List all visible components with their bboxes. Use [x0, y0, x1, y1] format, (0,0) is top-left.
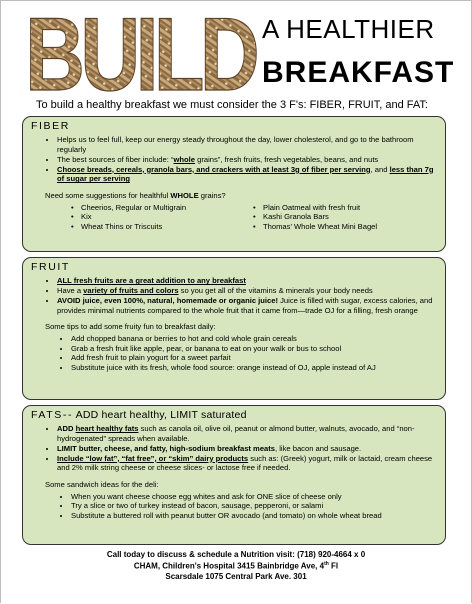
fats-title: FATS-- ADD heart healthy, LIMIT saturated: [31, 409, 247, 421]
fats-section: [22, 405, 446, 545]
fruit-title: FRUIT: [31, 261, 70, 273]
list-item: • Include “low fat”, “fat free”, or “skim” dairy products such as: (Greek) yogurt, milk or lactaid, cream cheese and 2% milk string cheese or cheese slices- or lactose free if needed.: [57, 454, 435, 473]
fruit-bullets: [31, 276, 435, 315]
fats-bullets: [31, 424, 435, 473]
svg-text:BUILD: BUILD: [25, 4, 257, 98]
list-item: • Add chopped banana or berries to hot and cold whole grain cereals: [71, 334, 435, 344]
list-item: • Substitute juice with its fresh, whole food source: orange instead of OJ, apple instead of AJ: [71, 363, 435, 373]
list-item: • LIMIT butter, cheese, and fatty, high-sodium breakfast meats, like bacon and sausage.: [57, 444, 435, 454]
list-item: • Kix: [71, 212, 253, 222]
list-item: • Substitute a buttered roll with peanut butter OR avocado (and tomato) on whole wheat bread: [71, 511, 435, 521]
list-item: • The best sources of fiber include: “whole grains”, fresh fruits, fresh vegetables, beans, and nuts: [57, 155, 435, 165]
deli-ideas-title: Some sandwich ideas for the deli:: [45, 480, 159, 490]
grains-question: Need some suggestions for healthful WHOLE grains?: [45, 191, 226, 201]
intro-text: To build a healthy breakfast we must consider the 3 F's: FIBER, FRUIT, and FAT:: [36, 99, 428, 111]
list-item: • Thomas’ Whole Wheat Mini Bagel: [253, 222, 435, 232]
grains-list: [31, 203, 435, 232]
list-item: • Wheat Thins or Triscuits: [71, 222, 253, 232]
fruit-tips: [31, 334, 435, 373]
list-item: • ALL fresh fruits are a great addition to any breakfast: [57, 276, 435, 286]
list-item: • AVOID juice, even 100%, natural, homemade or organic juice! Juice is filled with sugar, excess calories, and provides minimal nutrients compared to the whole fruit that it came from—trade OJ for a filling, fresh orange: [57, 296, 435, 315]
list-item: • Helps us to feel full, keep our energy steady throughout the day, lower cholesterol, and go to the bathroom regularly: [57, 135, 435, 154]
list-item: • Grab a fresh fruit like apple, pear, or banana to eat on your walk or bus to school: [71, 344, 435, 354]
build-logo: [22, 4, 258, 98]
footer-contact: [0, 550, 472, 583]
list-item: • Kashi Granola Bars: [253, 212, 435, 222]
list-item: • Have a variety of fruits and colors so you get all of the vitamins & minerals your body needs: [57, 286, 435, 296]
list-item: • When you want cheese choose egg whites and ask for ONE slice of cheese only: [71, 492, 435, 502]
fiber-section: [22, 116, 446, 252]
fiber-title: FIBER: [31, 120, 70, 132]
list-item: • Try a slice or two of turkey instead of bacon, sausage, pepperoni, or salami: [71, 501, 435, 511]
fruit-tips-title: Some tips to add some fruity fun to breakfast daily:: [45, 322, 216, 332]
deli-ideas: [31, 492, 435, 521]
fiber-bullets: [31, 135, 435, 184]
footer-address-2: Scarsdale 1075 Central Park Ave. 301: [165, 572, 307, 582]
header-title-line1: A HEALTHIER: [262, 14, 435, 44]
list-item: • Add fresh fruit to plain yogurt for a sweet parfait: [71, 353, 435, 363]
header-title-line2: BREAKFAST: [262, 56, 455, 89]
footer-phone: Call today to discuss & schedule a Nutrition visit: (718) 920-4664 x 0: [106, 550, 366, 559]
footer-address: CHAM, Children's Hospital 3415 Bainbridge Ave, 4th Fl: [133, 560, 339, 571]
list-item: • Plain Oatmeal with fresh fruit: [253, 203, 435, 213]
list-item: • Choose breads, cereals, granola bars, and crackers with at least 3g of fiber per serving, and less than 7g of sugar per serving: [57, 165, 435, 184]
list-item: • ADD heart healthy fats such as canola oil, olive oil, peanut or almond butter, walnuts, avocado, and “non-hydrogenated” spreads when available.: [57, 424, 435, 443]
fruit-section: [22, 257, 446, 400]
list-item: • Cheerios, Regular or Multigrain: [71, 203, 253, 213]
